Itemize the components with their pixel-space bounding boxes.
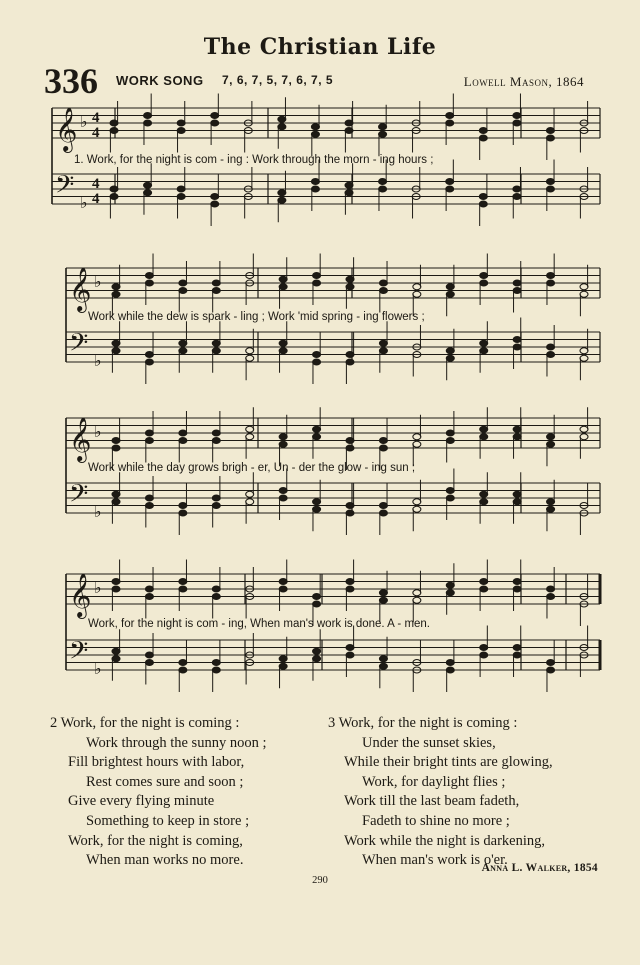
lyric-line-3: Work while the day grows brigh - er, Un - der the glow - ing sun ; [88, 462, 416, 474]
time-signature: 4 [92, 110, 100, 126]
note-head [211, 120, 219, 126]
note-head [413, 434, 421, 440]
note-head [480, 645, 488, 651]
lyric-line-2: Work while the dew is spark - ling ; Work 'mid spring - ing flowers ; [88, 311, 425, 323]
note-head [413, 506, 421, 512]
verse-line: Work, for daylight flies ; [362, 773, 506, 790]
note-head [212, 348, 220, 354]
note-head [547, 434, 555, 440]
note-head [313, 656, 321, 662]
verse-line: When man's work is o'er. [362, 852, 508, 869]
note-head [513, 652, 521, 658]
note-head [144, 120, 152, 126]
note-head [279, 488, 287, 494]
note-head [346, 284, 354, 290]
note-head [379, 438, 387, 444]
note-head [513, 186, 521, 192]
note-head [311, 186, 319, 192]
time-signature: 4 [92, 125, 100, 141]
note-head [313, 273, 321, 279]
note-head [211, 201, 219, 207]
note-head [480, 340, 488, 346]
verse-line: 2 Work, for the night is coming : [50, 715, 240, 731]
note-head [446, 291, 454, 297]
note-head [112, 491, 120, 497]
note-head [513, 645, 521, 651]
note-head [279, 276, 287, 282]
note-head [279, 434, 287, 440]
note-head [246, 499, 254, 505]
note-head [179, 348, 187, 354]
note-head [279, 656, 287, 662]
note-head [446, 120, 454, 126]
note-head [480, 348, 488, 354]
page-number: 290 [312, 875, 328, 886]
note-head [480, 586, 488, 592]
verse-line: Rest comes sure and soon ; [86, 773, 244, 790]
note-head [112, 438, 120, 444]
note-head [179, 667, 187, 673]
note-head [110, 120, 118, 126]
note-head [246, 434, 254, 440]
verse-3 [328, 714, 553, 871]
note-head [546, 179, 554, 185]
note-head [246, 491, 254, 497]
note-head [246, 355, 254, 361]
note-head [446, 430, 454, 436]
note-head [110, 186, 118, 192]
note-head [379, 503, 387, 509]
verse-line: While their bright tints are glowing, [344, 754, 553, 771]
treble-clef: 𝄞 [69, 267, 92, 311]
note-head [513, 499, 521, 505]
bass-clef: 𝄢 [69, 479, 89, 515]
note-head [311, 131, 319, 137]
note-head [346, 438, 354, 444]
note-head [179, 280, 187, 286]
note-head [346, 359, 354, 365]
note-head [379, 597, 387, 603]
note-head [547, 499, 555, 505]
note-head [311, 124, 319, 130]
note-head [110, 128, 118, 134]
note-head [413, 590, 421, 596]
note-head [379, 280, 387, 286]
note-head [278, 197, 286, 203]
note-head [480, 434, 488, 440]
note-head [313, 426, 321, 432]
bass-clef: 𝄢 [69, 636, 89, 672]
note-head [513, 434, 521, 440]
time-signature: 4 [92, 176, 100, 192]
note-head [212, 438, 220, 444]
note-head [479, 194, 487, 200]
note-head [279, 340, 287, 346]
note-head [278, 116, 286, 122]
note-head [547, 273, 555, 279]
note-head [546, 128, 554, 134]
note-head [513, 280, 521, 286]
note-head [379, 510, 387, 516]
note-head [480, 499, 488, 505]
note-head [311, 179, 319, 185]
note-head [313, 352, 321, 358]
time-signature: 4 [92, 191, 100, 207]
verse-2 [50, 714, 266, 871]
verse-line: Work through the sunny noon ; [86, 734, 267, 751]
note-head [379, 590, 387, 596]
note-head [145, 352, 153, 358]
note-head [212, 430, 220, 436]
note-head [379, 656, 387, 662]
flat-sign: ♭ [94, 502, 102, 521]
note-head [179, 288, 187, 294]
note-head [580, 291, 588, 297]
note-head [346, 503, 354, 509]
note-head [279, 284, 287, 290]
note-head [144, 182, 152, 188]
note-head [379, 348, 387, 354]
note-head [580, 426, 588, 432]
note-head [379, 288, 387, 294]
note-head [379, 124, 387, 130]
note-head [179, 503, 187, 509]
note-head [179, 340, 187, 346]
note-head [580, 284, 588, 290]
note-head [313, 648, 321, 654]
note-head [212, 288, 220, 294]
note-head [413, 284, 421, 290]
verse-line: Give every flying minute [68, 793, 215, 810]
treble-clef: 𝄞 [69, 573, 92, 617]
note-head [480, 273, 488, 279]
note-head [446, 582, 454, 588]
note-head [346, 510, 354, 516]
note-head [112, 445, 120, 451]
note-head [145, 495, 153, 501]
note-head [179, 579, 187, 585]
note-head [112, 348, 120, 354]
note-head [546, 186, 554, 192]
note-head [379, 340, 387, 346]
note-head [580, 348, 588, 354]
note-head [212, 667, 220, 673]
note-head [279, 441, 287, 447]
note-head [513, 586, 521, 592]
note-head [145, 503, 153, 509]
note-head [346, 579, 354, 585]
note-head [278, 124, 286, 130]
note-head [313, 506, 321, 512]
note-head [379, 663, 387, 669]
verse-line: When man works no more. [86, 852, 244, 869]
note-head [279, 495, 287, 501]
note-head [513, 579, 521, 585]
note-head [513, 491, 521, 497]
note-head [547, 506, 555, 512]
flat-sign: ♭ [80, 193, 88, 212]
note-head [479, 128, 487, 134]
note-head [480, 426, 488, 432]
note-head [513, 194, 521, 200]
note-head [446, 113, 454, 119]
treble-clef: 𝄞 [69, 417, 92, 461]
note-head [446, 284, 454, 290]
note-head [346, 645, 354, 651]
flat-sign: ♭ [94, 351, 102, 370]
note-head [110, 194, 118, 200]
note-head [413, 499, 421, 505]
note-head [379, 445, 387, 451]
note-head [112, 291, 120, 297]
note-head [179, 660, 187, 666]
note-head [547, 667, 555, 673]
note-head [547, 594, 555, 600]
note-head [211, 113, 219, 119]
note-head [547, 660, 555, 666]
note-head [346, 445, 354, 451]
note-head [346, 586, 354, 592]
note-head [446, 355, 454, 361]
note-head [212, 594, 220, 600]
note-head [480, 652, 488, 658]
note-head [513, 337, 521, 343]
note-head [177, 120, 185, 126]
note-head [446, 488, 454, 494]
note-head [279, 586, 287, 592]
note-head [513, 426, 521, 432]
note-head [145, 594, 153, 600]
treble-clef: 𝄞 [55, 107, 78, 151]
note-head [112, 340, 120, 346]
note-head [413, 441, 421, 447]
note-head [112, 579, 120, 585]
note-head [379, 179, 387, 185]
note-head [179, 438, 187, 444]
note-head [480, 280, 488, 286]
note-head [446, 186, 454, 192]
note-head [112, 648, 120, 654]
note-head [112, 284, 120, 290]
note-head [446, 590, 454, 596]
note-head [513, 120, 521, 126]
note-head [211, 194, 219, 200]
note-head [145, 273, 153, 279]
verse-line: Under the sunset skies, [362, 734, 496, 751]
note-head [480, 491, 488, 497]
note-head [246, 348, 254, 354]
note-head [479, 201, 487, 207]
note-head [480, 579, 488, 585]
note-head [413, 597, 421, 603]
note-head [313, 434, 321, 440]
note-head [345, 182, 353, 188]
note-head [177, 194, 185, 200]
note-head [145, 359, 153, 365]
note-head [212, 660, 220, 666]
verse-line: 3 Work, for the night is coming : [328, 715, 518, 731]
note-head [246, 426, 254, 432]
note-head [313, 280, 321, 286]
flat-sign: ♭ [94, 422, 102, 441]
note-head [112, 656, 120, 662]
flat-sign: ♭ [80, 112, 88, 131]
note-head [279, 663, 287, 669]
note-head [513, 288, 521, 294]
note-head [580, 434, 588, 440]
note-head [446, 667, 454, 673]
note-head [446, 660, 454, 666]
note-head [346, 352, 354, 358]
note-head [379, 186, 387, 192]
bass-clef: 𝄢 [55, 170, 75, 206]
note-head [547, 441, 555, 447]
note-head [513, 344, 521, 350]
note-head [177, 186, 185, 192]
note-head [547, 352, 555, 358]
note-head [313, 601, 321, 607]
note-head [479, 135, 487, 141]
note-head [446, 438, 454, 444]
note-head [212, 503, 220, 509]
note-head [179, 586, 187, 592]
meter: 7, 6, 7, 5, 7, 6, 7, 5 [222, 73, 334, 87]
note-head [145, 438, 153, 444]
note-head [177, 128, 185, 134]
flat-sign: ♭ [94, 659, 102, 678]
note-head [179, 430, 187, 436]
composer-credit: Lowell Mason, 1864 [463, 74, 584, 89]
section-title: The Christian Life [203, 34, 437, 60]
note-head [112, 499, 120, 505]
bass-clef: 𝄢 [69, 328, 89, 364]
note-head [145, 652, 153, 658]
note-head [145, 430, 153, 436]
note-head [580, 355, 588, 361]
verse-line: Work, for the night is coming, [68, 832, 243, 849]
note-head [546, 135, 554, 141]
note-head [345, 190, 353, 196]
note-head [313, 499, 321, 505]
flat-sign: ♭ [94, 272, 102, 291]
verse-line: Work while the night is darkening, [344, 832, 545, 849]
note-head [145, 280, 153, 286]
note-head [145, 660, 153, 666]
note-head [346, 652, 354, 658]
hymn-number: 336 [44, 61, 98, 101]
tune-name: WORK SONG [116, 73, 204, 88]
verse-line: Work till the last beam fadeth, [344, 793, 520, 810]
lyric-line-1: 1. Work, for the night is com - ing : Work through the morn - ing hours ; [74, 154, 434, 166]
note-head [112, 586, 120, 592]
note-head [278, 190, 286, 196]
flat-sign: ♭ [94, 578, 102, 597]
note-head [179, 510, 187, 516]
note-head [144, 190, 152, 196]
author-credit: Anna L. Walker, 1854 [481, 862, 598, 874]
note-head [279, 579, 287, 585]
verse-line: Fadeth to shine no more ; [362, 812, 510, 829]
note-head [547, 586, 555, 592]
lyric-line-4: Work, for the night is com - ing, When man's work is done. A - men. [88, 618, 431, 630]
note-head [212, 495, 220, 501]
note-head [513, 113, 521, 119]
note-head [279, 348, 287, 354]
note-head [345, 120, 353, 126]
note-head [446, 179, 454, 185]
note-head [313, 594, 321, 600]
note-head [212, 340, 220, 346]
note-head [346, 276, 354, 282]
note-head [547, 280, 555, 286]
note-head [144, 113, 152, 119]
note-head [145, 586, 153, 592]
verse-line: Fill brightest hours with labor, [68, 754, 245, 771]
verse-line: Something to keep in store ; [86, 812, 250, 829]
note-head [413, 291, 421, 297]
note-head [379, 131, 387, 137]
note-head [446, 495, 454, 501]
note-head [547, 344, 555, 350]
note-head [313, 359, 321, 365]
note-head [212, 280, 220, 286]
note-head [212, 586, 220, 592]
note-head [446, 348, 454, 354]
note-head [345, 128, 353, 134]
